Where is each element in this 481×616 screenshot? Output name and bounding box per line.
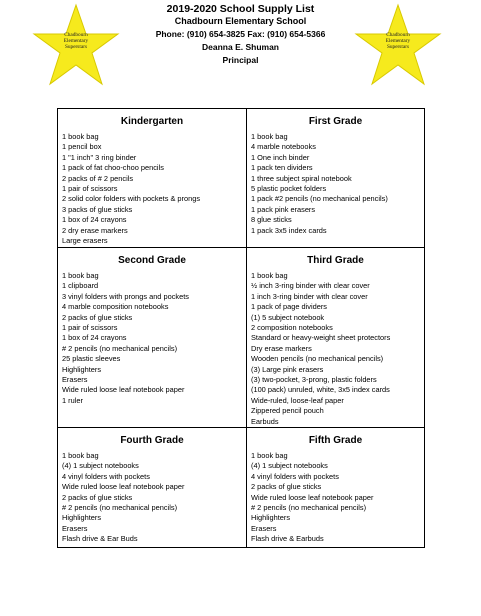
supply-items bbox=[247, 451, 424, 545]
supply-item: 2 solid color folders with pockets & prongs bbox=[62, 194, 201, 204]
supply-item: Large erasers bbox=[62, 236, 108, 246]
supply-item: Earbuds bbox=[251, 416, 279, 426]
supply-item: Highlighters bbox=[62, 364, 102, 374]
grade-title: Fifth Grade bbox=[308, 435, 363, 446]
supply-item: 2 composition notebooks bbox=[251, 323, 333, 333]
grade-cell-third-grade bbox=[247, 248, 424, 427]
supply-item: 1 book bag bbox=[62, 271, 99, 280]
supply-item: 2 packs of glue sticks bbox=[62, 492, 133, 502]
supply-item: 1 three subject spiral notebook bbox=[251, 173, 352, 183]
supply-items bbox=[58, 132, 246, 246]
supply-items bbox=[58, 271, 246, 406]
supply-item: 1 pack pink erasers bbox=[251, 204, 316, 214]
supply-item: 5 plastic pocket folders bbox=[251, 184, 327, 194]
supply-item: # 2 pencils (no mechanical pencils) bbox=[251, 503, 367, 513]
supply-item: # 2 pencils (no mechanical pencils) bbox=[62, 343, 178, 353]
supply-item: 1 book bag bbox=[251, 271, 288, 280]
supply-item: 4 vinyl folders with pockets bbox=[251, 471, 339, 481]
star-logo-right bbox=[352, 3, 444, 87]
supply-item: (1) 5 subject notebook bbox=[251, 312, 325, 322]
supply-item: 4 marble notebooks bbox=[251, 142, 316, 152]
supply-item: 4 marble composition notebooks bbox=[62, 302, 169, 312]
supply-item: 3 packs of glue sticks bbox=[62, 204, 133, 214]
supply-item: (3) two-pocket, 3-prong, plastic folders bbox=[251, 375, 377, 385]
supply-item: Wide ruled loose leaf notebook paper bbox=[251, 492, 374, 502]
supply-item: 1 box of 24 crayons bbox=[62, 215, 127, 225]
supply-item: Erasers bbox=[62, 523, 88, 533]
supply-item: Wide ruled loose leaf notebook paper bbox=[62, 385, 185, 395]
supply-item: 25 plastic sleeves bbox=[62, 354, 121, 364]
supply-item: Flash drive & Ear Buds bbox=[62, 534, 138, 544]
star-logo-line: Chadbourn bbox=[64, 32, 88, 38]
supply-item: 1 pack #2 pencils (no mechanical pencils) bbox=[251, 194, 388, 204]
supply-item: 2 packs of # 2 pencils bbox=[62, 173, 134, 183]
grade-title: First Grade bbox=[308, 116, 363, 127]
supply-items bbox=[58, 451, 246, 545]
supply-item: 4 vinyl folders with pockets bbox=[62, 471, 150, 481]
supply-item: Erasers bbox=[62, 375, 88, 385]
supply-item: Dry erase markers bbox=[251, 343, 312, 353]
grade-cell-kindergarten bbox=[58, 109, 246, 247]
supply-item: (4) 1 subject notebooks bbox=[62, 461, 139, 471]
star-logo-line: Superstars bbox=[386, 44, 410, 50]
supply-item: 8 glue sticks bbox=[251, 215, 292, 225]
grade-title: Fourth Grade bbox=[120, 435, 184, 446]
supply-item: 1 clipboard bbox=[62, 281, 99, 291]
supply-item: Highlighters bbox=[251, 513, 291, 523]
supply-item: 1 One inch binder bbox=[251, 152, 310, 162]
star-logo-text bbox=[352, 32, 444, 50]
supply-item: 1 pack of fat choo-choo pencils bbox=[62, 163, 164, 173]
grade-cell-fourth-grade bbox=[58, 428, 246, 547]
supply-item: Zippered pencil pouch bbox=[251, 406, 324, 416]
supply-item: 3 vinyl folders with prongs and pockets bbox=[62, 291, 189, 301]
grade-cell-first-grade bbox=[247, 109, 424, 247]
grade-title: Second Grade bbox=[118, 255, 186, 266]
supply-item: 1 inch 3-ring binder with clear cover bbox=[251, 291, 368, 301]
grade-title: Kindergarten bbox=[120, 116, 184, 127]
principal-title: Principal bbox=[222, 55, 259, 65]
supply-items bbox=[247, 132, 424, 236]
supply-item: 2 dry erase markers bbox=[62, 225, 128, 235]
supply-item: (3) Large pink erasers bbox=[251, 364, 324, 374]
supply-item: 1 pack ten dividers bbox=[251, 163, 313, 173]
star-logo-line: Elementary bbox=[385, 38, 411, 44]
supply-item: (100 pack) unruled, white, 3x5 index cards bbox=[251, 385, 390, 395]
supply-item: 2 packs of glue sticks bbox=[62, 312, 133, 322]
supply-item: 1 pencil box bbox=[62, 142, 102, 152]
supply-item: 1 pair of scissors bbox=[62, 323, 118, 333]
supply-item: Highlighters bbox=[62, 513, 102, 523]
supply-item: 1 ruler bbox=[62, 395, 83, 405]
supply-list-table bbox=[57, 108, 425, 548]
supply-item: 1 "1 inch" 3 ring binder bbox=[62, 152, 137, 162]
supply-item: Wide-ruled, loose-leaf paper bbox=[251, 395, 344, 405]
grade-cell-second-grade bbox=[58, 248, 246, 427]
supply-item: 2 packs of glue sticks bbox=[251, 482, 322, 492]
supply-item: 1 pair of scissors bbox=[62, 184, 118, 194]
supply-item: 1 book bag bbox=[251, 451, 288, 460]
supply-item: 1 book bag bbox=[62, 451, 99, 460]
star-logo-line: Superstars bbox=[64, 44, 88, 50]
supply-item: 1 book bag bbox=[62, 132, 99, 141]
phone-fax: Phone: (910) 654-3825 Fax: (910) 654-5366 bbox=[155, 29, 326, 39]
supply-item: # 2 pencils (no mechanical pencils) bbox=[62, 503, 178, 513]
supply-item: Standard or heavy-weight sheet protectors bbox=[251, 333, 391, 343]
grade-cell-fifth-grade bbox=[247, 428, 424, 547]
supply-items bbox=[247, 271, 424, 427]
supply-item: Wooden pencils (no mechanical pencils) bbox=[251, 354, 384, 364]
supply-item: (4) 1 subject notebooks bbox=[251, 461, 328, 471]
header bbox=[0, 0, 481, 104]
star-logo-line: Elementary bbox=[63, 38, 89, 44]
supply-item: ½ inch 3-ring binder with clear cover bbox=[251, 281, 370, 291]
supply-item: Flash drive & Earbuds bbox=[251, 534, 324, 544]
star-logo-line: Chadbourn bbox=[386, 32, 410, 38]
supply-item: 1 book bag bbox=[251, 132, 288, 141]
school-name: Chadbourn Elementary School bbox=[174, 16, 307, 26]
supply-item: Wide ruled loose leaf notebook paper bbox=[62, 482, 185, 492]
supply-item: Erasers bbox=[251, 523, 277, 533]
supply-item: 1 pack 3x5 index cards bbox=[251, 225, 327, 235]
list-title: 2019-2020 School Supply List bbox=[166, 3, 315, 15]
supply-item: 1 pack of page dividers bbox=[251, 302, 328, 312]
supply-item: 1 box of 24 crayons bbox=[62, 333, 127, 343]
grade-title: Third Grade bbox=[307, 255, 364, 266]
principal-name: Deanna E. Shuman bbox=[202, 42, 279, 52]
